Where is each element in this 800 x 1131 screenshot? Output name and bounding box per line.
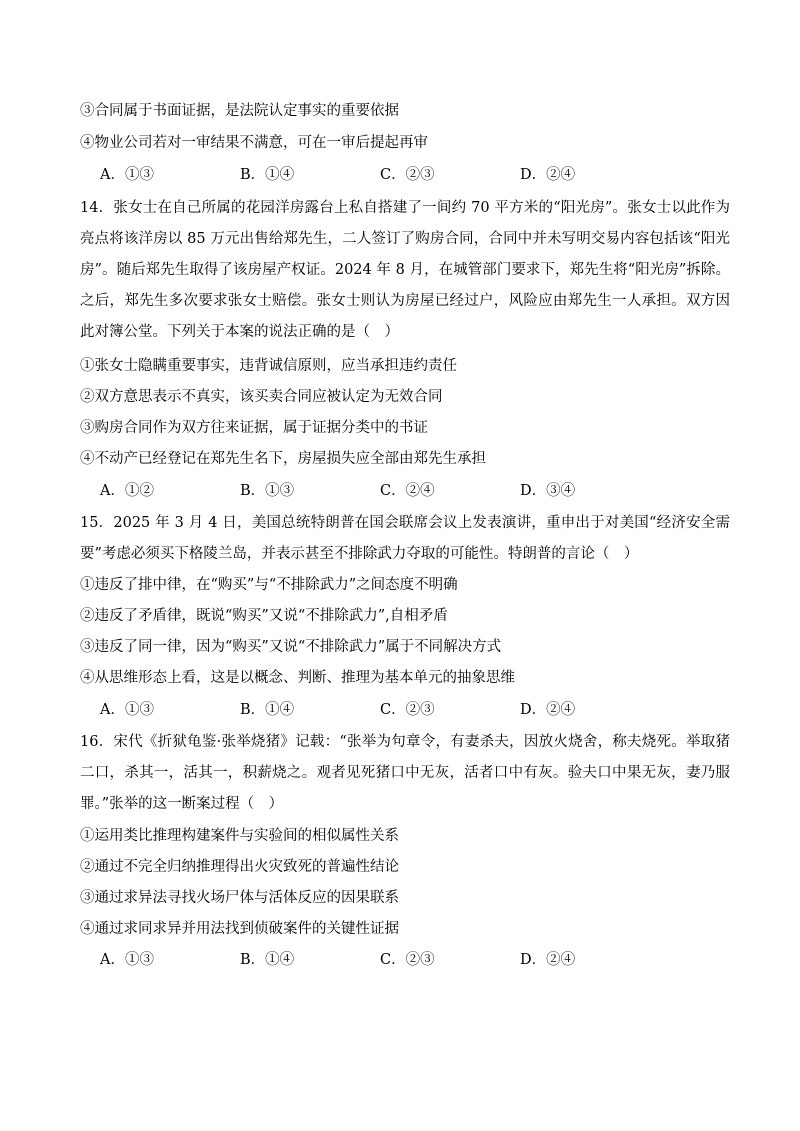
question-15-stem: 15．2025 年 3 月 4 日，美国总统特朗普在国会联席会议上发表演讲，重申出于对美国“经济安全需要”考虑必须买下格陵兰岛，并表示甚至不排除武力夺取的可能性。特朗普的言论（ ） <box>80 515 730 562</box>
option-c: C．②③ <box>380 702 435 718</box>
option-a: A．①③ <box>100 952 154 968</box>
q14-item-2: ②双方意思表示不真实，该买卖合同应被认定为无效合同 <box>80 389 443 405</box>
option-d: D．②④ <box>520 702 576 718</box>
option-a: A．①③ <box>100 167 154 183</box>
option-b: B．①④ <box>240 952 295 968</box>
question-16-stem: 16．宋代《折狱龟鉴·张举烧猪》记载：“张举为句章令，有妻杀夫，因放火烧舍，称夫烧死。举取猪二口，杀其一，活其一，积薪烧之。观者见死猪口中无灰，活者口中有灰。验夫口中果无灰，妻乃服罪。”张举的这一断案过程（ ） <box>80 734 730 812</box>
prev-item-4: ④物业公司若对一审结果不满意，可在一审后提起再审 <box>80 135 428 151</box>
option-a: A．①③ <box>100 702 154 718</box>
option-b: B．①③ <box>240 483 295 499</box>
q16-item-2: ②通过不完全归纳推理得出火灾致死的普遍性结论 <box>80 859 399 875</box>
q16-item-1: ①运用类比推理构建案件与实验间的相似属性关系 <box>80 828 399 844</box>
option-c: C．②③ <box>380 167 435 183</box>
option-d: D．③④ <box>520 483 576 499</box>
option-c: C．②③ <box>380 952 435 968</box>
option-d: D．②④ <box>520 167 576 183</box>
question-14-stem: 14．张女士在自己所属的花园洋房露台上私自搭建了一间约 70 平方米的“阳光房”。张女士以此作为亮点将该洋房以 85 万元出售给郑先生，二人签订了购房合同，合同中并未写明交易内容包括该“阳光房”。随后郑先生取得了该房屋产权证。2024 年 8 月，在城管部门要求下，郑先生将“阳光房”拆除。之后，郑先生多次要求张女士赔偿。张女士则认为房屋已经过户，风险应由郑先生一人承担。双方因此对簿公堂。下列关于本案的说法正确的是（ ） <box>80 200 730 340</box>
q16-item-3: ③通过求异法寻找火场尸体与活体反应的因果联系 <box>80 890 399 906</box>
option-d: D．②④ <box>520 952 576 968</box>
q15-item-2: ②违反了矛盾律，既说“购买”又说“不排除武力”,自相矛盾 <box>80 608 448 624</box>
option-c: C．②④ <box>380 483 435 499</box>
prev-item-3: ③合同属于书面证据，是法院认定事实的重要依据 <box>80 103 399 119</box>
q15-item-4: ④从思维形态上看，这是以概念、判断、推理为基本单元的抽象思维 <box>80 670 515 686</box>
q14-item-1: ①张女士隐瞒重要事实，违背诚信原则，应当承担违约责任 <box>80 358 457 374</box>
q16-item-4: ④通过求同求异并用法找到侦破案件的关键性证据 <box>80 921 399 937</box>
option-a: A．①② <box>100 483 154 499</box>
q15-item-1: ①违反了排中律，在“购买”与“不排除武力”之间态度不明确 <box>80 577 458 593</box>
q15-item-3: ③违反了同一律，因为“购买”又说“不排除武力”属于不同解决方式 <box>80 639 502 655</box>
option-b: B．①④ <box>240 702 295 718</box>
option-b: B．①④ <box>240 167 295 183</box>
q14-item-4: ④不动产已经登记在郑先生名下，房屋损失应全部由郑先生承担 <box>80 451 486 467</box>
q14-item-3: ③购房合同作为双方往来证据，属于证据分类中的书证 <box>80 420 428 436</box>
